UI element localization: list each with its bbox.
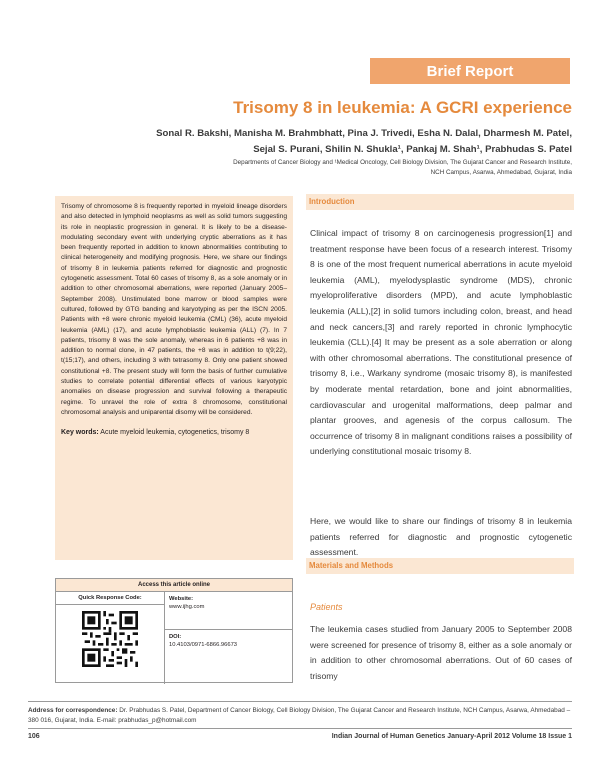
doi-cell [165, 630, 292, 668]
keywords-label: Key words: [61, 429, 99, 437]
access-online-box [55, 578, 293, 683]
keywords [61, 428, 287, 439]
qr-code-icon[interactable] [82, 611, 138, 667]
keywords-text: Acute myeloid leukemia, cytogenetics, trisomy 8 [100, 429, 250, 437]
website-label: Website: [169, 596, 194, 602]
website-link[interactable]: www.ijhg.com [169, 604, 205, 610]
affiliation-line-2: NCH Campus, Asarwa, Ahmedabad, Gujarat, India [430, 169, 572, 176]
abstract-text: Trisomy of chromosome 8 is frequently reported in myeloid lineage disorders and also detected in lymphoid neoplasms as well as solid tumors suggesting its role in neoplastic progression in general. It is likely to be a disease-modulating secondary event with underlying cryptic aberrations as it has been frequently reported in addition to known abnormalities contributing to clinical heterogeneity and modifying prognosis. Here, we share our findings of trisomy 8 in leukemia patients referred for diagnostic and prognostic cytogenetic assessment. Total 60 cases of trisomy 8, as a sole anomaly or in addition to other chromosomal aberrations, were reported (January 2005–September 2008). Unstimulated bone marrow or blood samples were cultured, followed by GTG banding and karyotyping as per the ISCN 2005. Patients with +8 were chronic myeloid leukemia (CML) (36), acute myeloid leukemia (AML) (17), and acute lymphoblastic leukemia (ALL) (7). In 7 patients, trisomy 8 was the sole anomaly, whereas in 6 patients +8 was in addition to normal clone, in 47 patients, the +8 was in addition to t(9;22), t(15;17), and others, including 3 with tetrasomy 8. Only one patient showed constitutional +8. The present study will form the basis of further cumulative studies to correlate potential differential effects of various karyotypic anomalies on disease progression and survival following a therapeutic regime. To unravel the role of extra 8 chromosome, constitutional chromosomal analysis and uniparental disomy will be considered. [61, 203, 287, 416]
introduction-heading: Introduction [306, 194, 574, 210]
article-title: Trisomy 8 in leukemia: A GCRI experience [233, 98, 572, 117]
author-line-2: Sejal S. Purani, Shilin N. Shukla¹, Pankaj M. Shah¹, Prabhudas S. Patel [253, 144, 572, 155]
introduction-paragraph-2: Here, we would like to share our findings of trisomy 8 in leukemia patients referred for diagnostic and prognostic cytogenetic assessment. [310, 516, 572, 558]
doi-value[interactable]: 10.4103/0971-6866.96673 [169, 642, 238, 648]
author-line-1: Sonal R. Bakshi, Manisha M. Brahmbhatt, Pina J. Trivedi, Esha N. Dalal, Dharmesh M. Patel, [156, 128, 572, 139]
access-header: Access this article online [56, 579, 292, 592]
correspondence-label: Address for correspondence: [28, 707, 118, 714]
abstract-panel [55, 196, 293, 560]
page-number: 106 [28, 733, 40, 740]
methods-paragraph-1: The leukemia cases studied from January 2005 to September 2008 were screened for presence of trisomy 8, either as a sole anomaly or in addition to other chromosomal aberrations. Out of 60 cases of trisomy [310, 624, 572, 681]
correspondence-text: Dr. Prabhudas S. Patel, Department of Cancer Biology, Cell Biology Division, The Gujarat Cancer and Research Institute, NCH Campus, Asarwa, Ahmedabad – 380 016, Gujarat, India. E-mail: prabhudas_p@hotmail.com [28, 707, 571, 724]
correspondence-note [28, 706, 572, 725]
article-type-banner: Brief Report [370, 58, 570, 84]
footer-rule [28, 728, 572, 729]
qr-label: Quick Response Code: [56, 592, 164, 605]
footnote-divider [28, 701, 572, 702]
patients-subheading: Patients [310, 602, 343, 612]
methods-heading: Materials and Methods [306, 558, 574, 574]
author-list [112, 126, 572, 158]
journal-citation: Indian Journal of Human Genetics January-April 2012 Volume 18 Issue 1 [331, 733, 572, 740]
doi-label: DOI: [169, 634, 182, 640]
introduction-paragraph-1: Clinical impact of trisomy 8 on carcinogenesis progression[1] and treatment response have been focus of a research interest. Trisomy 8 is one of the most frequent numerical aberrations in acute myeloid leukemia (AML), myelodysplastic syndrome (MDS), chronic myeloproliferative disorders (MPD), and acute lymphoblastic leukemia (ALL),[2] in solid tumors including colon, breast, and head and neck cancers,[3] and rarely reported in chronic lymphocytic leukemia (CLL).[4] It may be present as a sole aberration or along with other chromosomal aberrations. The constitutional presence of trisomy 8, i.e., Warkany syndrome (mosaic trisomy 8), is manifested by moderate mental retardation, bone and joint abnormalities, cardiovascular and urogenital malformations, deep palmar and plantar grooves, and agenesis of the corpus callosum. The occurrence of trisomy 8 in malignant conditions raises a possibility of underlying constitutional mosaic trisomy 8. [310, 228, 572, 457]
website-cell [165, 592, 292, 630]
affiliation-line-1: Departments of Cancer Biology and ¹Medical Oncology, Cell Biology Division, The Gujarat Cancer and Research Institute, [233, 159, 572, 166]
affiliation [102, 158, 572, 178]
